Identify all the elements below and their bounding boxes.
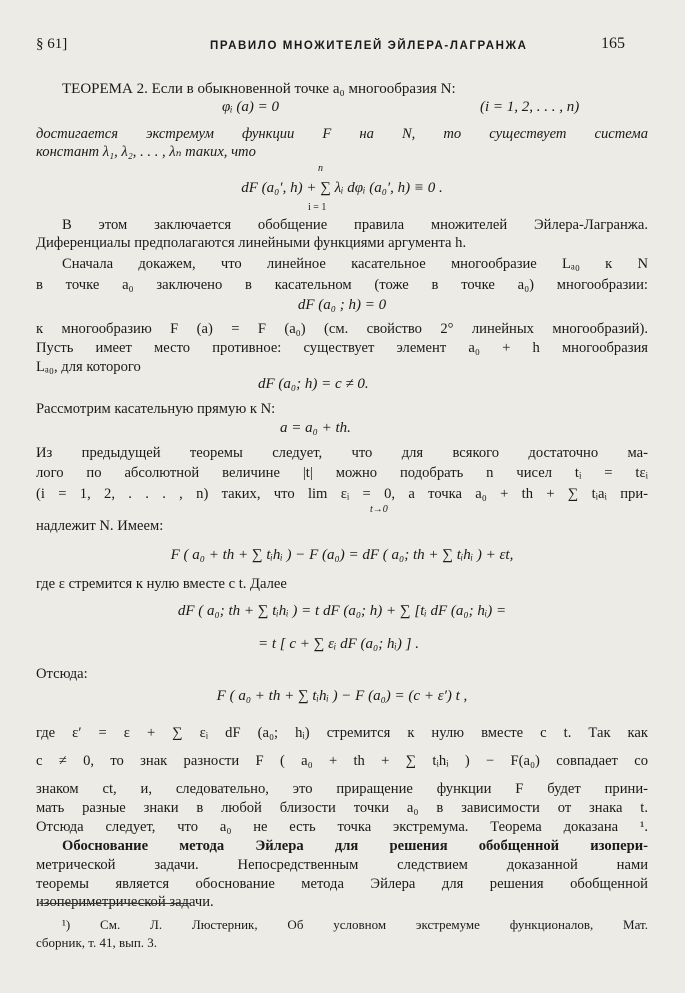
footnote-text: ¹) См. Л. Люстерник, Об условном экстремуме функционалов, Мат. <box>62 917 648 932</box>
text-line: надлежит N. Имеем: <box>36 518 164 534</box>
text-line: Отсюда: <box>36 666 88 682</box>
text-line: Сначала докажем, что линейное касательное многообразие Lₐ₀ к N <box>62 256 648 272</box>
text-line: Из предыдущей теоремы следует, что для всякого достаточно ма- <box>36 445 648 461</box>
text-line: констант λ₁, λ₂, . . . , λₙ таких, что <box>36 144 256 160</box>
page-number: 165 <box>601 35 625 52</box>
text-line: В этом заключается обобщение правила множителей Эйлера-Лагранжа. <box>62 217 648 233</box>
tangent-equation: dF (a₀ ; h) = 0 <box>297 297 387 313</box>
text-line: Lₐ₀, для которого <box>36 359 141 375</box>
footnote-text: сборник, т. 41, вып. 3. <box>36 935 158 950</box>
theorem-statement: ТЕОРЕМА 2. Если в обыкновенной точке a₀ многообразия N: <box>62 81 456 97</box>
subsection-heading: Обоснование метода Эйлера для решения обобщенной изопери- <box>62 838 648 854</box>
text-line: где ε′ = ε + ∑ εᵢ dF (a₀; hᵢ) стремится к нулю вместе с t. Так как <box>36 725 648 741</box>
text-line: теоремы является обоснование метода Эйлера для решения обобщенной <box>36 876 648 892</box>
lagrange-identity: dF (a₀′, h) + ∑ λᵢ dφᵢ (a₀′, h) ≡ 0 . <box>241 180 443 196</box>
text-line: метрической задачи. Непосредственным следствием доказанной нами <box>36 857 648 873</box>
text-line: достигается экстремум функции F на N, то существует система <box>36 126 648 142</box>
text-line: лого по абсолютной величине |t| можно подобрать n чисел tᵢ = tεᵢ <box>36 465 648 481</box>
constraint-index-range: (i = 1, 2, . . . , n) <box>480 99 580 115</box>
text-line: мать разные знаки в любой близости точки a₀ в зависимости от знака t. <box>36 800 648 816</box>
section-number: § 61] <box>36 36 68 52</box>
text-line: (i = 1, 2, . . . , n) таких, что lim εᵢ = 0, а точка a₀ + th + ∑ tᵢaᵢ при- <box>36 486 648 502</box>
text-line: Пусть имеет место противное: существует элемент a₀ + h многообразия <box>36 340 648 356</box>
footnote-rule <box>40 903 190 904</box>
sum-lower-limit: i = 1 <box>308 202 327 213</box>
text-line: c ≠ 0, то знак разности F ( a₀ + th + ∑ tᵢhᵢ ) − F(a₀) совпадает со <box>36 753 648 769</box>
tangent-line-equation: a = a₀ + th. <box>280 420 351 436</box>
text-line: в точке a₀ заключено в касательном (тоже в точке a₀) многообразии: <box>36 277 648 293</box>
increment-equation: F ( a₀ + th + ∑ tᵢhᵢ ) − F (a₀) = dF ( a₀; th + ∑ tᵢhᵢ ) + εt, <box>170 547 514 563</box>
text-line: Диференциалы предполагаются линейными функциями аргумента h. <box>36 235 467 251</box>
text-line: изопериметрической задачи. <box>36 894 214 910</box>
text-line: Отсюда следует, что a₀ не есть точка экстремума. Теорема доказана ¹. <box>36 819 648 835</box>
sum-upper-limit: n <box>318 163 323 174</box>
running-title: ПРАВИЛО МНОЖИТЕЛЕЙ ЭЙЛЕРА-ЛАГРАНЖА <box>210 40 528 52</box>
increment-result: F ( a₀ + th + ∑ tᵢhᵢ ) − F (a₀) = (c + ε′) t , <box>216 688 468 704</box>
text-line: к многообразию F (a) = F (a₀) (см. свойство 2° линейных многообразий). <box>36 321 648 337</box>
text-line: знаком ct, и, следовательно, это приращение функции F будет прини- <box>36 781 648 797</box>
limit-subscript: t→0 <box>370 504 388 515</box>
differential-expansion: dF ( a₀; th + ∑ tᵢhᵢ ) = t dF (a₀; h) + ∑ [tᵢ dF (a₀; hᵢ) = <box>177 603 507 619</box>
constraint-equation: φᵢ (a) = 0 <box>222 99 280 115</box>
text-line: где ε стремится к нулю вместе с t. Далее <box>36 576 287 592</box>
contradiction-equation: dF (a₀; h) = c ≠ 0. <box>258 376 369 392</box>
text-line: Рассмотрим касательную прямую к N: <box>36 401 276 417</box>
differential-expansion-cont: = t [ c + ∑ εᵢ dF (a₀; hᵢ) ] . <box>258 636 419 652</box>
